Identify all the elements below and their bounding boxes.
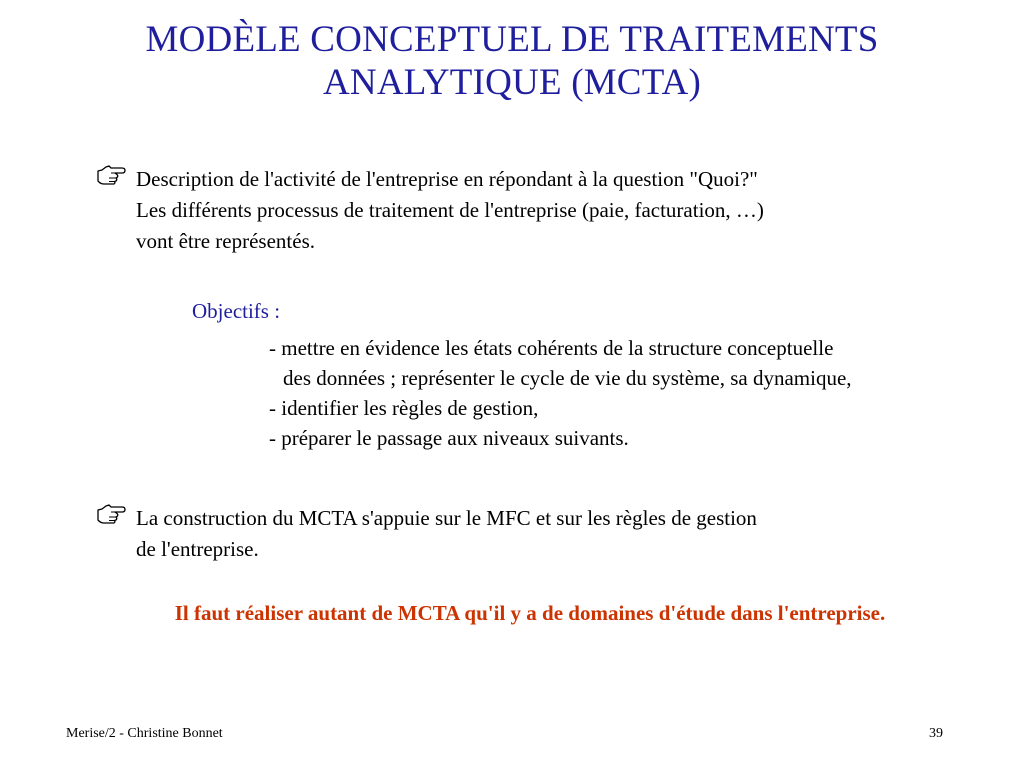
description-line-2: Les différents processus de traitement de l'entreprise (paie, facturation, …) (136, 198, 764, 222)
objectives-heading: Objectifs : (192, 299, 281, 323)
objective-item: - préparer le passage aux niveaux suivants. (269, 426, 629, 450)
construction-line-2: de l'entreprise. (136, 537, 259, 561)
slide-title-line-2: ANALYTIQUE (MCTA) (323, 62, 701, 103)
objective-item: - mettre en évidence les états cohérents de la structure conceptuelle (269, 336, 834, 360)
objectives-list (269, 333, 852, 453)
description-line-1: Description de l'activité de l'entreprise en répondant à la question "Quoi?" (136, 167, 758, 191)
description-line-3: vont être représentés. (136, 229, 316, 253)
important-note: Il faut réaliser autant de MCTA qu'il y a de domaines d'étude dans l'entreprise. (174, 601, 886, 625)
pointing-hand-icon (96, 162, 130, 186)
footer-page-number: 39 (929, 726, 943, 741)
pointing-hand-icon (96, 501, 130, 525)
objective-item: - identifier les règles de gestion, (269, 396, 539, 420)
footer-author: Merise/2 - Christine Bonnet (66, 726, 223, 741)
objective-item-continuation: des données ; représenter le cycle de vie du système, sa dynamique, (283, 366, 852, 390)
construction-paragraph (136, 503, 757, 565)
construction-line-1: La construction du MCTA s'appuie sur le MFC et sur les règles de gestion (136, 506, 757, 530)
description-paragraph (136, 164, 764, 257)
slide-title (0, 18, 1024, 104)
slide-title-line-1: MODÈLE CONCEPTUEL DE TRAITEMENTS (145, 19, 879, 60)
